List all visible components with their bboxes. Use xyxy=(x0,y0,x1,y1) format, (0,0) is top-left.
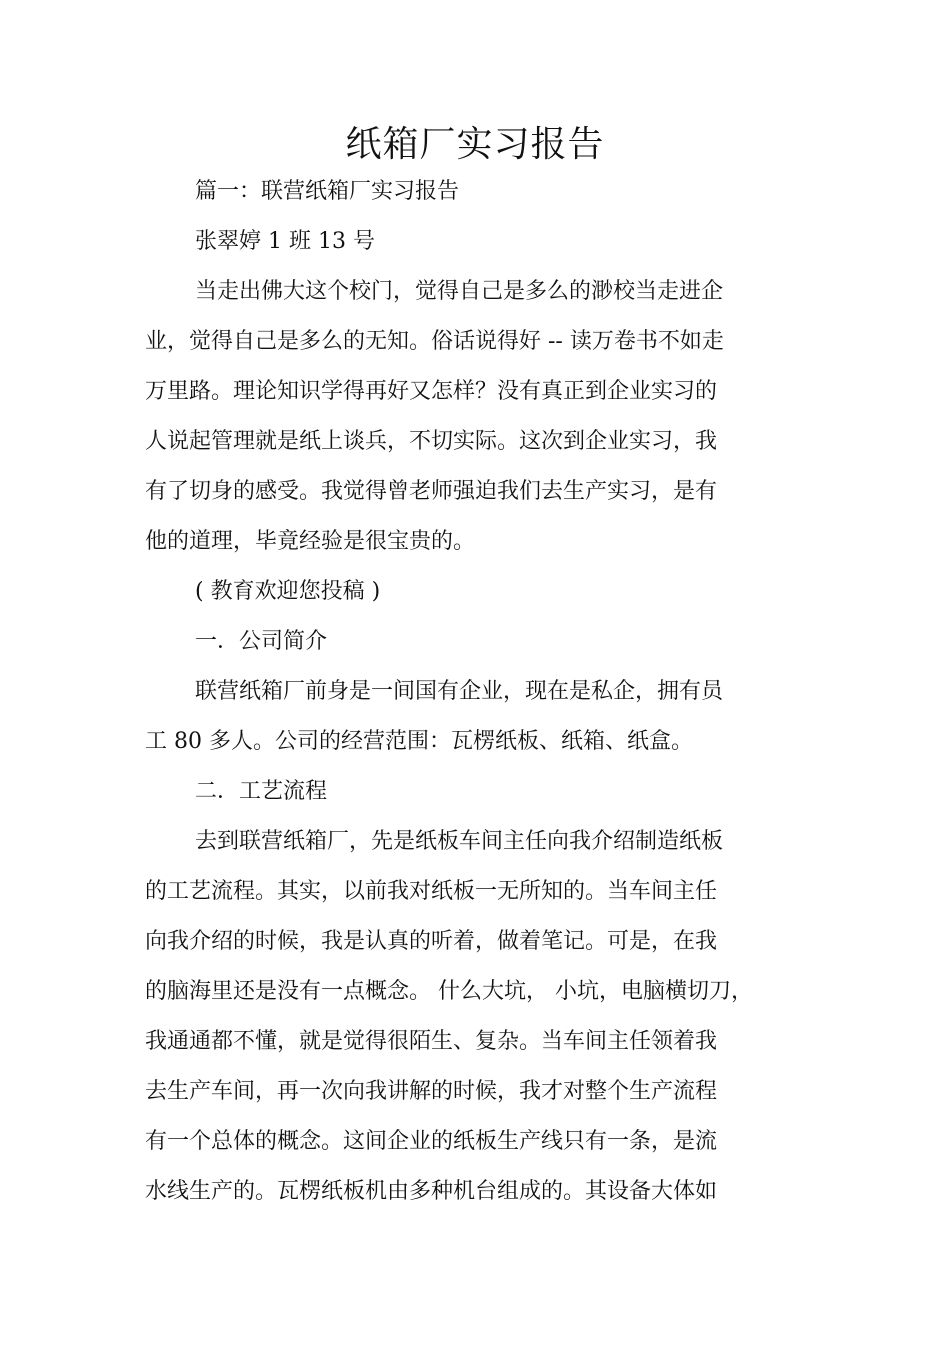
paragraph-line: 业，觉得自己是多么的无知。俗话说得好 -- 读万卷书不如走 xyxy=(145,329,724,354)
document-title: 纸箱厂实习报告 xyxy=(345,124,605,165)
paragraph-line: 万里路。理论知识学得再好又怎样？没有真正到企业实习的 xyxy=(145,379,718,404)
paragraph-line: 的脑海里还是没有一点概念。 什么大坑， 小坑，电脑横切刀， xyxy=(145,979,753,1004)
paragraph-line: 人说起管理就是纸上谈兵，不切实际。这次到企业实习，我 xyxy=(145,429,718,454)
paragraph-line: 去到联营纸箱厂，先是纸板车间主任向我介绍制造纸板 xyxy=(195,829,724,854)
paragraph-line: 工 80 多人。公司的经营范围：瓦楞纸板、纸箱、纸盒。 xyxy=(145,729,693,754)
paragraph-line: 有一个总体的概念。这间企业的纸板生产线只有一条，是流 xyxy=(145,1129,718,1154)
paragraph-line: 当走出佛大这个校门，觉得自己是多么的渺校当走进企 xyxy=(195,279,724,304)
paragraph-line: 有了切身的感受。我觉得曾老师强迫我们去生产实习，是有 xyxy=(145,479,718,504)
author-line: 张翠婷 1 班 13 号 xyxy=(195,229,375,254)
paragraph-line: 的工艺流程。其实，以前我对纸板一无所知的。当车间主任 xyxy=(145,879,718,904)
paragraph-line: 水线生产的。瓦楞纸板机由多种机台组成的。其设备大体如 xyxy=(145,1179,718,1204)
paragraph-line: 他的道理，毕竟经验是很宝贵的。 xyxy=(145,529,476,554)
paragraph-line: 向我介绍的时候，我是认真的听着，做着笔记。可是，在我 xyxy=(145,929,718,954)
section-heading: 二．工艺流程 xyxy=(195,779,328,804)
paragraph-line: 我通通都不懂，就是觉得很陌生、复杂。当车间主任领着我 xyxy=(145,1029,718,1054)
paragraph-line: 联营纸箱厂前身是一间国有企业，现在是私企，拥有员 xyxy=(195,679,724,704)
section-heading: 一．公司简介 xyxy=(195,629,328,654)
paragraph-line: 去生产车间，再一次向我讲解的时候，我才对整个生产流程 xyxy=(145,1079,718,1104)
section-heading: 篇一：联营纸箱厂实习报告 xyxy=(195,179,460,204)
note-line: ( 教育欢迎您投稿 ) xyxy=(195,579,381,604)
